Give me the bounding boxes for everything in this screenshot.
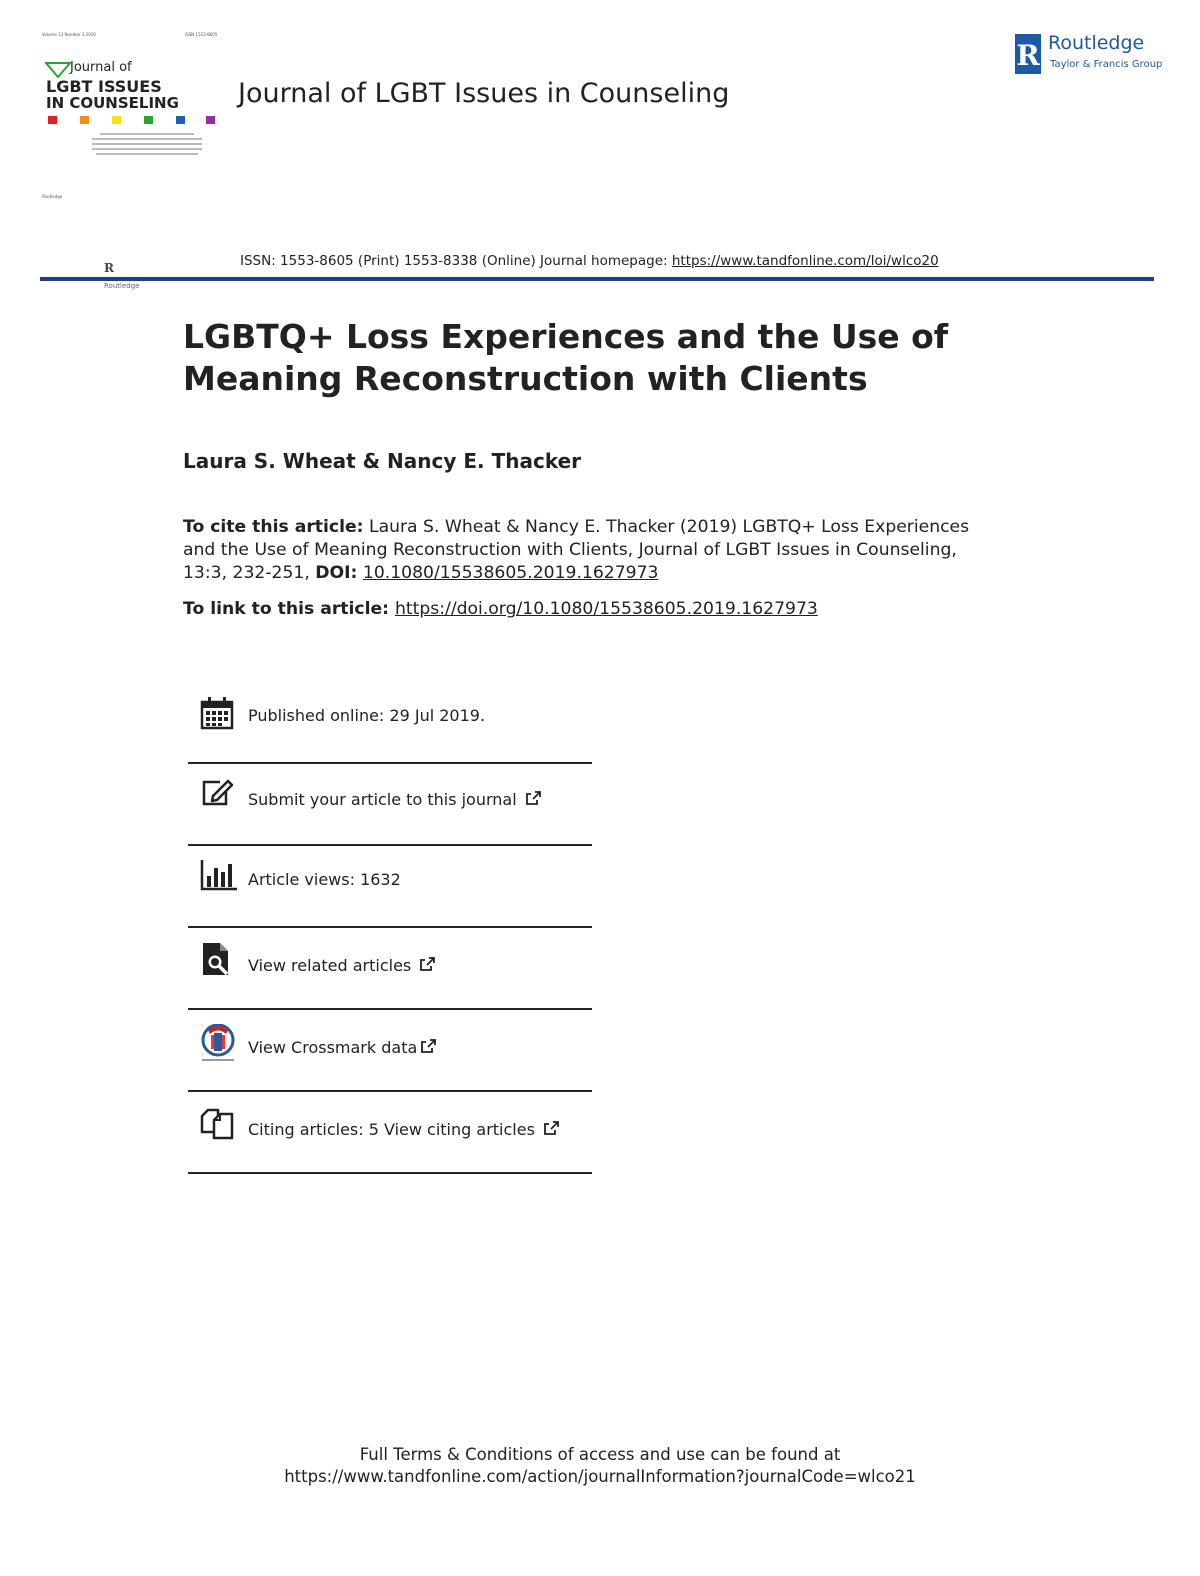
article-views-item [188, 846, 592, 928]
publisher-name: Routledge [1048, 32, 1145, 54]
citing-articles-item[interactable] [188, 1092, 592, 1174]
article-title: LGBTQ+ Loss Experiences and the Use of Meaning Reconstruction with Clients [183, 317, 949, 398]
external-link-icon [525, 790, 541, 809]
header-divider [40, 277, 1154, 281]
search-document-icon [200, 942, 234, 976]
routledge-r-icon [1015, 34, 1041, 74]
footer-terms-link[interactable]: https://www.tandfonline.com/action/journalInformation?journalCode=wlco21 [284, 1467, 916, 1486]
doi-link[interactable]: 10.1080/15538605.2019.1627973 [362, 563, 659, 583]
published-online-item [188, 690, 592, 764]
external-link-icon [420, 1038, 436, 1057]
article-authors: Laura S. Wheat & Nancy E. Thacker [183, 449, 582, 473]
cite-label: To cite this article: [183, 517, 364, 537]
crossmark-text: View Crossmark data [248, 1038, 418, 1057]
cover-logo-line3: IN COUNSELING [46, 94, 179, 112]
color-square [80, 116, 89, 124]
doi-label: DOI: [315, 563, 358, 583]
publisher-logo[interactable] [1015, 32, 1165, 77]
cover-issn-text: ISSN 1553-8605 [185, 32, 218, 37]
publisher-subtitle: Taylor & Francis Group [1050, 59, 1163, 70]
article-link-line [183, 599, 818, 619]
article-url-link[interactable]: https://doi.org/10.1080/15538605.2019.1627973 [395, 599, 818, 619]
external-link-icon [419, 956, 435, 975]
color-square [112, 116, 121, 124]
calendar-icon [200, 696, 234, 730]
edit-icon [200, 776, 234, 810]
journal-cover-logo [40, 30, 220, 200]
svg-text:R: R [1016, 39, 1040, 72]
cover-volume-text: Volume 13 Number 3 2019 [42, 32, 96, 37]
article-views-text: Article views: 1632 [248, 870, 401, 889]
article-info-list [188, 690, 592, 1174]
color-square [206, 116, 215, 124]
citation-block [183, 516, 1003, 585]
cover-logo-line1: Journal of [70, 60, 132, 75]
link-label: To link to this article: [183, 599, 396, 619]
published-online-text: Published online: 29 Jul 2019. [248, 706, 486, 725]
footer-line1: Full Terms & Conditions of access and use can be found at [359, 1445, 841, 1464]
external-link-icon [543, 1120, 559, 1139]
related-articles-item[interactable] [188, 928, 592, 1010]
crossmark-icon [200, 1024, 234, 1058]
bar-chart-icon [200, 858, 234, 892]
footer-terms [0, 1444, 1200, 1488]
small-publisher-logo [104, 257, 154, 290]
color-square [144, 116, 153, 124]
triangle-logo-icon [45, 62, 71, 78]
issn-text: ISSN: 1553-8605 (Print) 1553-8338 (Online) Journal homepage: [240, 253, 672, 269]
citing-articles-icon [200, 1106, 234, 1140]
small-routledge-r-icon: R [104, 261, 114, 275]
related-articles-text: View related articles [248, 956, 412, 975]
color-square [176, 116, 185, 124]
cover-bottom-text: Routledge [42, 194, 63, 199]
citing-articles-text: Citing articles: 5 View citing articles [248, 1120, 535, 1139]
cover-fine-print [92, 130, 202, 158]
journal-homepage-link[interactable]: https://www.tandfonline.com/loi/wlco20 [671, 253, 939, 269]
journal-title: Journal of LGBT Issues in Counseling [238, 78, 730, 109]
submit-article-text: Submit your article to this journal [248, 790, 517, 809]
cite-text: Laura S. Wheat & Nancy E. Thacker (2019) LGBTQ+ Loss Experiences and the Use of Meaning Reconstruction with Clients, Journal of LGBT Issues in Counseling, 13:3, 232-251, [183, 517, 970, 583]
submit-article-item[interactable] [188, 764, 592, 846]
crossmark-item[interactable] [188, 1010, 592, 1092]
color-squares [48, 116, 218, 124]
small-publisher-name: Routledge [104, 282, 140, 290]
color-square [48, 116, 57, 124]
cover-logo-line2: LGBT ISSUES [46, 77, 162, 96]
issn-line [240, 253, 939, 269]
